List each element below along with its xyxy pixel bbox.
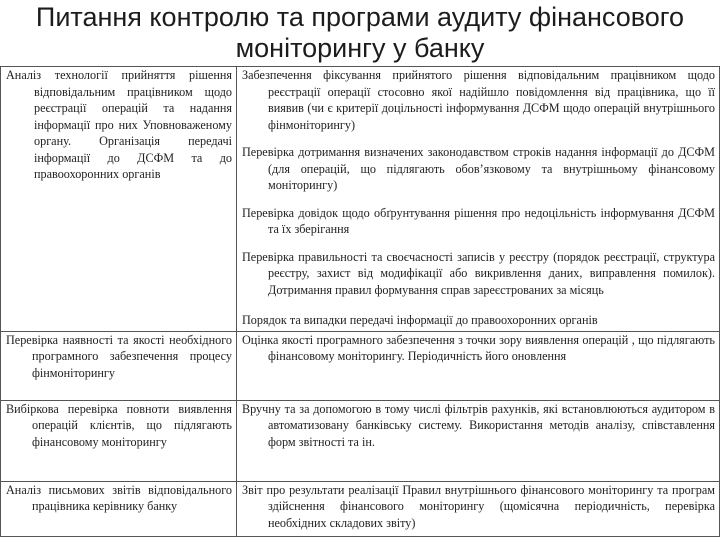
audit-procedure-cell bbox=[237, 67, 720, 332]
table-row bbox=[1, 331, 720, 400]
title-line-1: Питання контролю та програми аудиту фінансового bbox=[35, 2, 685, 32]
audit-procedure: Вручну та за допомогою в тому числі фільтрів рахунків, які встановлюються аудитором в автоматизовану банківську систему. Використання методів аналізу, співставлення форм звітності та ін. bbox=[242, 401, 715, 449]
title-line-2: моніторингу у банку bbox=[235, 33, 485, 63]
audit-program-table bbox=[0, 66, 720, 537]
audit-procedure: Перевірка довідок щодо обґрунтування рішення про недоцільність інформування ДСФМ та їх зберігання bbox=[242, 205, 715, 236]
table-row bbox=[1, 400, 720, 481]
control-question-cell bbox=[1, 331, 237, 400]
control-question: Аналіз технології прийняття рішення відповідальним працівником щодо реєстрації операцій та надання інформації про них Уповноваженому органу. Організація передачі інформації до ДСФМ та до правоохоронних органів bbox=[6, 68, 232, 181]
control-question-cell bbox=[1, 67, 237, 332]
audit-procedure-cell bbox=[237, 481, 720, 536]
audit-procedure: Перевірка правильності та своєчасності записів у реєстру (порядок реєстрації, структура реєстру, захист від модифікації або викривлення даних, виправлення помилок). Дотримання правил формування справ зареєстрованих за місяць bbox=[242, 249, 715, 297]
audit-procedure: Перевірка дотримання визначених законодавством строків надання інформації до ДСФМ (для операцій, що підлягають обов’язковому та внутрішньому фінансовому моніторингу) bbox=[242, 145, 715, 192]
table-row bbox=[1, 481, 720, 536]
audit-procedure-cell bbox=[237, 400, 720, 481]
audit-procedure: Забезпечення фіксування прийнятого рішення відповідальним працівником щодо реєстрації операції стосовно якої надійшло повідомлення від працівника, що її виявив (чи є критерії доцільності інформування ДСФМ щодо операцій внутрішнього фінмоніторингу) bbox=[242, 68, 715, 132]
table-row bbox=[1, 67, 720, 332]
control-question: Перевірка наявності та якості необхідного програмного забезпечення процесу фінмоніторингу bbox=[6, 332, 232, 380]
control-question-cell bbox=[1, 481, 237, 536]
audit-procedure: Оцінка якості програмного забезпечення з точки зору виявлення операцій , що підлягають фінансовому моніторингу. Періодичність його оновлення bbox=[242, 332, 715, 363]
audit-procedure-cell bbox=[237, 331, 720, 400]
audit-procedure: Звіт про результати реалізації Правил внутрішнього фінансового моніторингу та програм здійснення фінансового моніторингу (щомісячна періодичність, перевірка необхідних складових звіту) bbox=[242, 482, 715, 530]
control-question: Аналіз письмових звітів відповідального працівника керівнику банку bbox=[6, 482, 232, 513]
audit-procedure: Порядок та випадки передачі інформації до правоохоронних органів bbox=[242, 313, 598, 327]
control-question-cell bbox=[1, 400, 237, 481]
control-question: Вибіркова перевірка повноти виявлення операцій клієнтів, що підлягають фінансовому моніторингу bbox=[6, 401, 232, 449]
page-title bbox=[0, 2, 720, 64]
